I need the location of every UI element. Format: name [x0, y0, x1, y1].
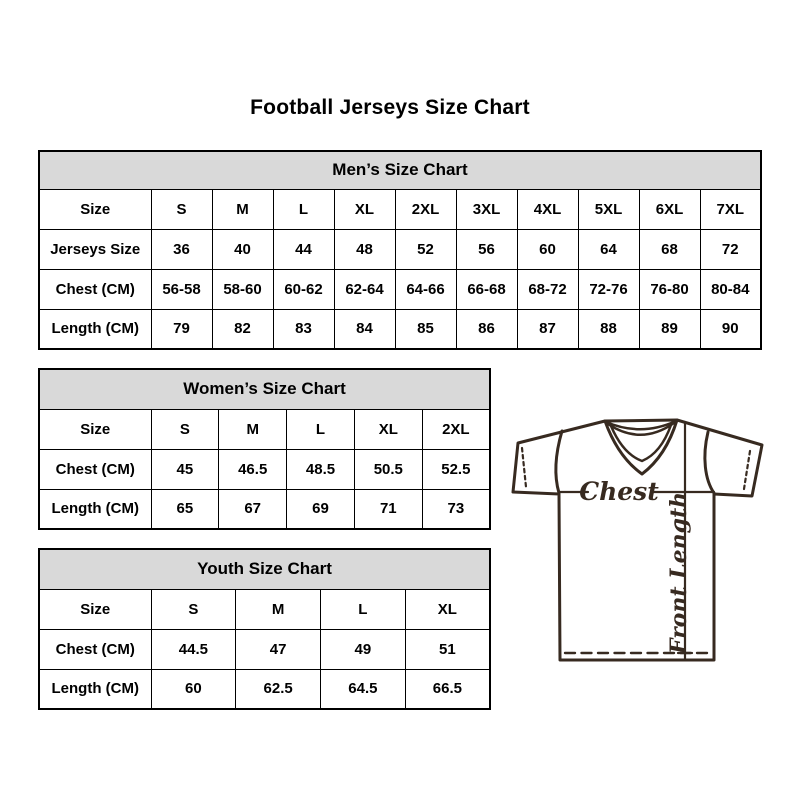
women-row-label: Size — [39, 409, 151, 449]
women-cell: 52.5 — [422, 449, 490, 489]
men-cell: XL — [334, 189, 395, 229]
women-row-label: Chest (CM) — [39, 449, 151, 489]
men-row-label: Length (CM) — [39, 309, 151, 349]
youth-table-row — [39, 629, 490, 669]
men-cell: 66-68 — [456, 269, 517, 309]
women-table-row — [39, 489, 490, 529]
men-cell: 60-62 — [273, 269, 334, 309]
men-table-row — [39, 229, 761, 269]
mens-size-table — [38, 150, 762, 350]
youth-size-table — [38, 548, 491, 710]
women-cell: 50.5 — [354, 449, 422, 489]
jersey-left-cuff-dashed-line — [522, 448, 526, 487]
men-cell: 68 — [639, 229, 700, 269]
women-cell: S — [151, 409, 219, 449]
men-cell: 64 — [578, 229, 639, 269]
men-cell: 7XL — [700, 189, 761, 229]
men-cell: 40 — [212, 229, 273, 269]
youth-cell: 66.5 — [405, 669, 490, 709]
women-cell: 67 — [219, 489, 287, 529]
women-table-row — [39, 409, 490, 449]
men-cell: 5XL — [578, 189, 639, 229]
men-cell: 58-60 — [212, 269, 273, 309]
jersey-left-armhole-seam — [556, 431, 562, 493]
women-cell: 69 — [287, 489, 355, 529]
men-table-row — [39, 269, 761, 309]
men-row-label: Chest (CM) — [39, 269, 151, 309]
men-cell: 89 — [639, 309, 700, 349]
men-table-title: Men’s Size Chart — [39, 151, 761, 189]
men-cell: 68-72 — [517, 269, 578, 309]
men-cell: 85 — [395, 309, 456, 349]
men-cell: 56 — [456, 229, 517, 269]
front-length-label: Front Length — [666, 491, 692, 655]
men-cell: 87 — [517, 309, 578, 349]
men-cell: 56-58 — [151, 269, 212, 309]
men-cell: 79 — [151, 309, 212, 349]
men-cell: 88 — [578, 309, 639, 349]
jersey-diagram-svg — [505, 410, 765, 670]
womens-size-table — [38, 368, 491, 530]
women-row-label: Length (CM) — [39, 489, 151, 529]
men-cell: L — [273, 189, 334, 229]
men-cell: 60 — [517, 229, 578, 269]
jersey-right-armhole-seam — [705, 432, 714, 493]
women-cell: L — [287, 409, 355, 449]
men-cell: 2XL — [395, 189, 456, 229]
women-cell: M — [219, 409, 287, 449]
women-cell: 71 — [354, 489, 422, 529]
men-cell: 36 — [151, 229, 212, 269]
youth-cell: XL — [405, 589, 490, 629]
chest-label: Chest — [579, 477, 659, 506]
men-cell: 44 — [273, 229, 334, 269]
women-cell: 45 — [151, 449, 219, 489]
men-cell: 86 — [456, 309, 517, 349]
youth-cell: S — [151, 589, 236, 629]
youth-row-label: Chest (CM) — [39, 629, 151, 669]
youth-cell: 62.5 — [236, 669, 321, 709]
men-cell: 6XL — [639, 189, 700, 229]
men-row-label: Size — [39, 189, 151, 229]
men-table-row — [39, 189, 761, 229]
youth-row-label: Length (CM) — [39, 669, 151, 709]
men-cell: S — [151, 189, 212, 229]
women-cell: XL — [354, 409, 422, 449]
youth-cell: 64.5 — [321, 669, 406, 709]
youth-cell: L — [321, 589, 406, 629]
men-cell: 3XL — [456, 189, 517, 229]
youth-table-title: Youth Size Chart — [39, 549, 490, 589]
men-cell: 72 — [700, 229, 761, 269]
men-cell: 48 — [334, 229, 395, 269]
women-table-row — [39, 449, 490, 489]
jersey-right-cuff-dashed-line — [744, 451, 750, 489]
men-cell: 83 — [273, 309, 334, 349]
men-cell: 4XL — [517, 189, 578, 229]
men-cell: 76-80 — [639, 269, 700, 309]
women-cell: 73 — [422, 489, 490, 529]
youth-cell: 47 — [236, 629, 321, 669]
jersey-measurement-diagram — [505, 410, 765, 670]
men-cell: 82 — [212, 309, 273, 349]
women-table-title: Women’s Size Chart — [39, 369, 490, 409]
men-cell: 64-66 — [395, 269, 456, 309]
men-cell: M — [212, 189, 273, 229]
page-title: Football Jerseys Size Chart — [250, 96, 530, 119]
women-cell: 46.5 — [219, 449, 287, 489]
men-row-label: Jerseys Size — [39, 229, 151, 269]
youth-cell: 49 — [321, 629, 406, 669]
youth-cell: M — [236, 589, 321, 629]
jersey-outline — [513, 420, 762, 660]
youth-cell: 44.5 — [151, 629, 236, 669]
men-table-row — [39, 309, 761, 349]
youth-cell: 51 — [405, 629, 490, 669]
women-cell: 65 — [151, 489, 219, 529]
men-cell: 84 — [334, 309, 395, 349]
youth-row-label: Size — [39, 589, 151, 629]
youth-cell: 60 — [151, 669, 236, 709]
women-cell: 48.5 — [287, 449, 355, 489]
women-cell: 2XL — [422, 409, 490, 449]
men-cell: 90 — [700, 309, 761, 349]
men-cell: 62-64 — [334, 269, 395, 309]
youth-table-row — [39, 669, 490, 709]
youth-table-row — [39, 589, 490, 629]
men-cell: 80-84 — [700, 269, 761, 309]
men-cell: 52 — [395, 229, 456, 269]
men-cell: 72-76 — [578, 269, 639, 309]
